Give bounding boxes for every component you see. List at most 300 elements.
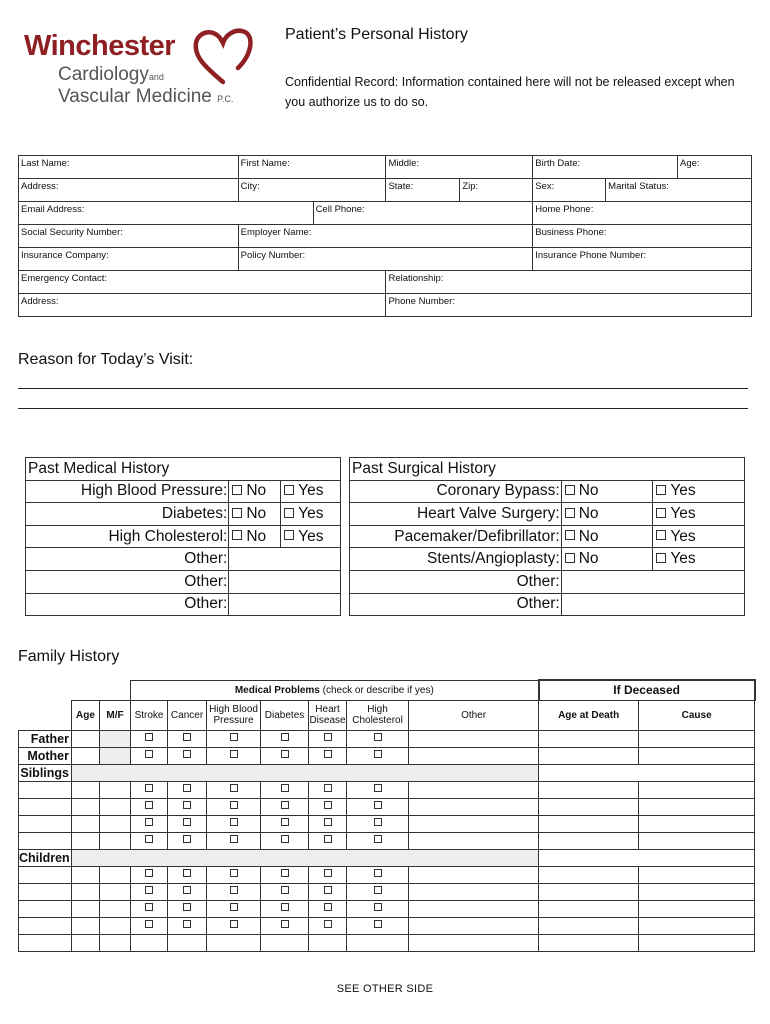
name-cell[interactable] (19, 883, 72, 900)
hbp-cell[interactable] (207, 866, 261, 883)
address-field[interactable]: Address: (19, 179, 239, 202)
cholesterol-cell[interactable] (347, 883, 409, 900)
hbp-cell[interactable] (207, 832, 261, 849)
stroke-cell[interactable] (131, 934, 168, 951)
checkbox-icon[interactable] (324, 733, 332, 741)
age-at-death-cell[interactable] (539, 730, 639, 747)
past-medical-history-table (25, 457, 341, 616)
hbp-cell[interactable] (207, 934, 261, 951)
cancer-cell[interactable] (168, 917, 207, 934)
checkbox-icon[interactable] (230, 835, 238, 843)
ssn-field[interactable]: Social Security Number: (19, 225, 239, 248)
cancer-cell[interactable] (168, 798, 207, 815)
other-column-header: Other (409, 700, 539, 730)
children-divider-deceased (539, 849, 755, 866)
age-field[interactable]: Age: (678, 156, 752, 179)
row-label-children: Children (19, 850, 70, 865)
cause-cell[interactable] (639, 832, 755, 849)
checkbox-icon[interactable] (374, 818, 382, 826)
checkbox-icon[interactable] (145, 784, 153, 792)
checkbox-icon[interactable] (281, 886, 289, 894)
cholesterol-cell[interactable] (347, 815, 409, 832)
diabetes-cell[interactable] (261, 917, 309, 934)
checkbox-icon[interactable] (281, 869, 289, 877)
phone-number-field[interactable]: Phone Number: (386, 294, 752, 317)
name-cell[interactable] (19, 917, 72, 934)
checkbox-icon[interactable] (281, 818, 289, 826)
checkbox-icon[interactable] (230, 818, 238, 826)
psh-row-stents (350, 548, 745, 571)
checkbox-icon[interactable] (324, 818, 332, 826)
age-at-death-cell[interactable] (539, 866, 639, 883)
family-history-table (18, 679, 756, 952)
home-phone-field[interactable]: Home Phone: (533, 202, 752, 225)
checkbox-icon[interactable] (183, 750, 191, 758)
pmh-no-option[interactable]: No (229, 480, 281, 503)
heart-disease-cell[interactable] (309, 730, 347, 747)
emergency-address-field[interactable]: Address: (19, 294, 386, 317)
state-field[interactable]: State: (386, 179, 460, 202)
cancer-cell[interactable] (168, 832, 207, 849)
sibling-row (19, 815, 755, 832)
psh-yes-option[interactable]: Yes (653, 525, 745, 548)
logo-vascular-medicine: Vascular Medicine P.C. (58, 86, 234, 107)
city-field[interactable]: City: (238, 179, 386, 202)
checkbox-icon[interactable] (145, 886, 153, 894)
name-cell[interactable] (19, 934, 72, 951)
stroke-cell[interactable] (131, 917, 168, 934)
checkbox-icon[interactable] (656, 485, 666, 495)
checkbox-icon[interactable] (324, 784, 332, 792)
checkbox-icon[interactable] (656, 530, 666, 540)
mf-cell[interactable] (100, 815, 131, 832)
stroke-cell[interactable] (131, 798, 168, 815)
heart-disease-cell[interactable] (309, 815, 347, 832)
hbp-cell[interactable] (207, 917, 261, 934)
checkbox-icon[interactable] (324, 801, 332, 809)
age-at-death-cell[interactable] (539, 798, 639, 815)
mf-cell[interactable] (100, 832, 131, 849)
sibling-row (19, 832, 755, 849)
checkbox-icon[interactable] (230, 869, 238, 877)
stroke-cell[interactable] (131, 730, 168, 747)
age-cell[interactable] (72, 781, 100, 798)
psh-other-field[interactable] (561, 570, 744, 593)
checkbox-icon[interactable] (324, 903, 332, 911)
other-cell[interactable] (409, 781, 539, 798)
hbp-cell[interactable] (207, 730, 261, 747)
zip-field[interactable]: Zip: (460, 179, 533, 202)
family-row-siblings-header (19, 764, 755, 781)
psh-other-field[interactable] (561, 593, 744, 616)
emergency-contact-field[interactable]: Emergency Contact: (19, 271, 386, 294)
pmh-label: High Blood Pressure: (26, 480, 229, 503)
checkbox-icon[interactable] (656, 553, 666, 563)
diabetes-column-header: Diabetes (261, 700, 309, 730)
checkbox-icon[interactable] (565, 485, 575, 495)
checkbox-icon[interactable] (145, 818, 153, 826)
hbp-cell[interactable] (207, 900, 261, 917)
reason-line-2[interactable] (18, 393, 748, 409)
row-label-mother: Mother (19, 747, 72, 764)
checkbox-icon[interactable] (324, 835, 332, 843)
checkbox-icon[interactable] (183, 903, 191, 911)
other-cell[interactable] (409, 934, 539, 951)
stroke-cell[interactable] (131, 747, 168, 764)
diabetes-cell[interactable] (261, 815, 309, 832)
checkbox-icon[interactable] (281, 835, 289, 843)
patient-info-table (18, 155, 752, 317)
cancer-cell[interactable] (168, 883, 207, 900)
insurance-phone-field[interactable]: Insurance Phone Number: (533, 248, 752, 271)
psh-other-label: Other: (350, 593, 562, 616)
heart-disease-cell[interactable] (309, 934, 347, 951)
checkbox-icon[interactable] (183, 818, 191, 826)
employer-field[interactable]: Employer Name: (238, 225, 533, 248)
cause-cell[interactable] (639, 900, 755, 917)
checkbox-icon[interactable] (145, 869, 153, 877)
cholesterol-cell[interactable] (347, 917, 409, 934)
middle-field[interactable]: Middle: (386, 156, 533, 179)
first-name-field[interactable]: First Name: (238, 156, 386, 179)
checkbox-icon[interactable] (284, 508, 294, 518)
pmh-yes-option[interactable]: Yes (281, 480, 341, 503)
age-cell[interactable] (72, 815, 100, 832)
mf-cell[interactable] (100, 883, 131, 900)
checkbox-icon[interactable] (324, 869, 332, 877)
heart-disease-cell[interactable] (309, 883, 347, 900)
sex-field[interactable]: Sex: (533, 179, 606, 202)
diabetes-cell[interactable] (261, 832, 309, 849)
name-cell[interactable] (19, 798, 72, 815)
checkbox-icon[interactable] (232, 530, 242, 540)
mf-cell[interactable] (100, 917, 131, 934)
checkbox-icon[interactable] (565, 530, 575, 540)
reason-title: Reason for Today’s Visit: (18, 351, 194, 368)
stroke-cell[interactable] (131, 781, 168, 798)
cancer-column-header: Cancer (168, 700, 207, 730)
child-row (19, 900, 755, 917)
checkbox-icon[interactable] (183, 886, 191, 894)
stroke-column-header: Stroke (131, 700, 168, 730)
age-cell[interactable] (72, 866, 100, 883)
other-cell[interactable] (409, 730, 539, 747)
blank-header (19, 680, 131, 700)
checkbox-icon[interactable] (374, 784, 382, 792)
cancer-cell[interactable] (168, 815, 207, 832)
psh-yes-option[interactable]: Yes (653, 548, 745, 571)
checkbox-icon[interactable] (281, 733, 289, 741)
hbp-cell[interactable] (207, 781, 261, 798)
diabetes-cell[interactable] (261, 781, 309, 798)
stroke-cell[interactable] (131, 900, 168, 917)
row-label-siblings: Siblings (19, 764, 72, 781)
age-cell[interactable] (72, 832, 100, 849)
hbp-cell[interactable] (207, 747, 261, 764)
checkbox-icon[interactable] (374, 903, 382, 911)
checkbox-icon[interactable] (183, 733, 191, 741)
psh-label: Pacemaker/Defibrillator: (350, 525, 562, 548)
relationship-field[interactable]: Relationship: (386, 271, 752, 294)
last-name-field[interactable]: Last Name: (19, 156, 239, 179)
other-cell[interactable] (409, 832, 539, 849)
checkbox-icon[interactable] (145, 903, 153, 911)
checkbox-icon[interactable] (230, 750, 238, 758)
cancer-cell[interactable] (168, 747, 207, 764)
cholesterol-cell[interactable] (347, 747, 409, 764)
age-at-death-cell[interactable] (539, 832, 639, 849)
age-cell[interactable] (72, 730, 100, 747)
age-at-death-cell[interactable] (539, 815, 639, 832)
hbp-cell[interactable] (207, 815, 261, 832)
policy-number-field[interactable]: Policy Number: (238, 248, 533, 271)
cancer-cell[interactable] (168, 934, 207, 951)
past-medical-title: Past Medical History (26, 458, 341, 481)
checkbox-icon[interactable] (324, 920, 332, 928)
age-at-death-column-header: Age at Death (539, 700, 639, 730)
checkbox-icon[interactable] (230, 784, 238, 792)
checkbox-icon[interactable] (183, 869, 191, 877)
name-cell[interactable] (19, 781, 72, 798)
mf-cell (100, 747, 131, 764)
checkbox-icon[interactable] (656, 508, 666, 518)
checkbox-icon[interactable] (230, 733, 238, 741)
hbp-cell[interactable] (207, 798, 261, 815)
age-at-death-cell[interactable] (539, 900, 639, 917)
age-cell[interactable] (72, 747, 100, 764)
mf-column-header: M/F (100, 700, 131, 730)
checkbox-icon[interactable] (281, 784, 289, 792)
other-cell[interactable] (409, 917, 539, 934)
checkbox-icon[interactable] (183, 801, 191, 809)
checkbox-icon[interactable] (374, 750, 382, 758)
family-row-father (19, 730, 755, 747)
row-label-father: Father (19, 730, 72, 747)
heart-disease-cell[interactable] (309, 798, 347, 815)
age-at-death-cell[interactable] (539, 917, 639, 934)
see-other-side-footer: SEE OTHER SIDE (336, 983, 434, 995)
age-at-death-cell[interactable] (539, 934, 639, 951)
pmh-yes-option[interactable]: Yes (281, 525, 341, 548)
marital-status-field[interactable]: Marital Status: (606, 179, 752, 202)
cancer-cell[interactable] (168, 866, 207, 883)
checkbox-icon[interactable] (183, 835, 191, 843)
checkbox-icon[interactable] (145, 801, 153, 809)
diabetes-cell[interactable] (261, 883, 309, 900)
logo-cardiology: Cardiologyand (58, 64, 164, 85)
stroke-cell[interactable] (131, 866, 168, 883)
diabetes-cell[interactable] (261, 934, 309, 951)
family-row-mother (19, 747, 755, 764)
high-blood-pressure-column-header: High Blood Pressure (207, 700, 261, 730)
checkbox-icon[interactable] (145, 750, 153, 758)
checkbox-icon[interactable] (230, 801, 238, 809)
checkbox-icon[interactable] (374, 801, 382, 809)
cholesterol-cell[interactable] (347, 866, 409, 883)
cause-cell[interactable] (639, 730, 755, 747)
checkbox-icon[interactable] (230, 903, 238, 911)
checkbox-icon[interactable] (565, 553, 575, 563)
checkbox-icon[interactable] (284, 485, 294, 495)
cholesterol-cell[interactable] (347, 798, 409, 815)
cholesterol-cell[interactable] (347, 900, 409, 917)
checkbox-icon[interactable] (145, 733, 153, 741)
psh-no-option[interactable]: No (561, 525, 653, 548)
other-cell[interactable] (409, 900, 539, 917)
heart-logo-icon (190, 26, 256, 88)
hbp-cell[interactable] (207, 883, 261, 900)
cause-cell[interactable] (639, 917, 755, 934)
high-cholesterol-column-header: High Cholesterol (347, 700, 409, 730)
pmh-no-option[interactable]: No (229, 503, 281, 526)
name-cell[interactable] (19, 815, 72, 832)
pmh-row-high-blood-pressure (26, 480, 341, 503)
diabetes-cell[interactable] (261, 866, 309, 883)
cancer-cell[interactable] (168, 730, 207, 747)
checkbox-icon[interactable] (145, 920, 153, 928)
age-at-death-cell[interactable] (539, 747, 639, 764)
age-cell[interactable] (72, 934, 100, 951)
cholesterol-cell[interactable] (347, 781, 409, 798)
pmh-label: Diabetes: (26, 503, 229, 526)
heart-disease-cell[interactable] (309, 832, 347, 849)
other-cell[interactable] (409, 866, 539, 883)
checkbox-icon[interactable] (374, 886, 382, 894)
age-cell[interactable] (72, 883, 100, 900)
mf-cell (100, 730, 131, 747)
checkbox-icon[interactable] (183, 784, 191, 792)
cancer-cell[interactable] (168, 781, 207, 798)
siblings-divider (72, 764, 539, 781)
siblings-divider-deceased (539, 764, 755, 781)
psh-label: Heart Valve Surgery: (350, 503, 562, 526)
checkbox-icon[interactable] (324, 750, 332, 758)
pmh-other-field[interactable] (229, 570, 341, 593)
checkbox-icon[interactable] (232, 508, 242, 518)
cholesterol-cell[interactable] (347, 934, 409, 951)
checkbox-icon[interactable] (374, 733, 382, 741)
pmh-yes-option[interactable]: Yes (281, 503, 341, 526)
checkbox-icon[interactable] (232, 485, 242, 495)
reason-line-1[interactable] (18, 373, 748, 389)
checkbox-icon[interactable] (281, 801, 289, 809)
mf-cell[interactable] (100, 866, 131, 883)
diabetes-cell[interactable] (261, 730, 309, 747)
other-cell[interactable] (409, 883, 539, 900)
checkbox-icon[interactable] (230, 920, 238, 928)
pmh-row-other (26, 570, 341, 593)
other-cell[interactable] (409, 798, 539, 815)
checkbox-icon[interactable] (183, 920, 191, 928)
cholesterol-cell[interactable] (347, 832, 409, 849)
other-cell[interactable] (409, 747, 539, 764)
name-cell[interactable] (19, 866, 72, 883)
heart-disease-cell[interactable] (309, 747, 347, 764)
psh-no-option[interactable]: No (561, 548, 653, 571)
pmh-other-field[interactable] (229, 548, 341, 571)
heart-disease-column-header: Heart Disease (309, 700, 347, 730)
stroke-cell[interactable] (131, 815, 168, 832)
pmh-row-high-cholesterol (26, 525, 341, 548)
cancer-cell[interactable] (168, 900, 207, 917)
psh-row-pacemaker (350, 525, 745, 548)
pmh-other-label: Other: (26, 570, 229, 593)
psh-row-other (350, 593, 745, 616)
cause-cell[interactable] (639, 815, 755, 832)
cell-phone-field[interactable]: Cell Phone: (313, 202, 533, 225)
psh-no-option[interactable]: No (561, 480, 653, 503)
cause-cell[interactable] (639, 781, 755, 798)
age-at-death-cell[interactable] (539, 883, 639, 900)
checkbox-icon[interactable] (374, 869, 382, 877)
heart-disease-cell[interactable] (309, 781, 347, 798)
checkbox-icon[interactable] (324, 886, 332, 894)
checkbox-icon[interactable] (230, 886, 238, 894)
other-cell[interactable] (409, 815, 539, 832)
cause-cell[interactable] (639, 798, 755, 815)
checkbox-icon[interactable] (281, 750, 289, 758)
cause-cell[interactable] (639, 883, 755, 900)
age-cell[interactable] (72, 917, 100, 934)
age-cell[interactable] (72, 900, 100, 917)
heart-disease-cell[interactable] (309, 917, 347, 934)
mf-cell[interactable] (100, 934, 131, 951)
checkbox-icon[interactable] (565, 508, 575, 518)
page-title: Patient’s Personal History (285, 26, 468, 43)
child-row (19, 917, 755, 934)
stroke-cell[interactable] (131, 883, 168, 900)
checkbox-icon[interactable] (284, 530, 294, 540)
cause-cell[interactable] (639, 747, 755, 764)
name-cell[interactable] (19, 900, 72, 917)
cholesterol-cell[interactable] (347, 730, 409, 747)
mf-cell[interactable] (100, 798, 131, 815)
age-at-death-cell[interactable] (539, 781, 639, 798)
checkbox-icon[interactable] (145, 835, 153, 843)
insurance-company-field[interactable]: Insurance Company: (19, 248, 239, 271)
psh-label: Coronary Bypass: (350, 480, 562, 503)
pmh-other-field[interactable] (229, 593, 341, 616)
diabetes-cell[interactable] (261, 900, 309, 917)
birth-date-field[interactable]: Birth Date: (533, 156, 678, 179)
children-divider (72, 849, 539, 866)
psh-no-option[interactable]: No (561, 503, 653, 526)
psh-yes-option[interactable]: Yes (653, 480, 745, 503)
checkbox-icon[interactable] (374, 835, 382, 843)
psh-other-label: Other: (350, 570, 562, 593)
pmh-no-option[interactable]: No (229, 525, 281, 548)
heart-disease-cell[interactable] (309, 866, 347, 883)
email-field[interactable]: Email Address: (19, 202, 314, 225)
mf-cell[interactable] (100, 781, 131, 798)
pmh-row-other (26, 593, 341, 616)
stroke-cell[interactable] (131, 832, 168, 849)
diabetes-cell[interactable] (261, 798, 309, 815)
business-phone-field[interactable]: Business Phone: (533, 225, 752, 248)
checkbox-icon[interactable] (281, 920, 289, 928)
checkbox-icon[interactable] (281, 903, 289, 911)
cause-cell[interactable] (639, 934, 755, 951)
cause-cell[interactable] (639, 866, 755, 883)
mf-cell[interactable] (100, 900, 131, 917)
checkbox-icon[interactable] (374, 920, 382, 928)
age-cell[interactable] (72, 798, 100, 815)
heart-disease-cell[interactable] (309, 900, 347, 917)
psh-yes-option[interactable]: Yes (653, 503, 745, 526)
confidential-notice: Confidential Record: Information contained here will not be released except when you authorize us to do so. (285, 75, 735, 109)
name-cell[interactable] (19, 832, 72, 849)
diabetes-cell[interactable] (261, 747, 309, 764)
